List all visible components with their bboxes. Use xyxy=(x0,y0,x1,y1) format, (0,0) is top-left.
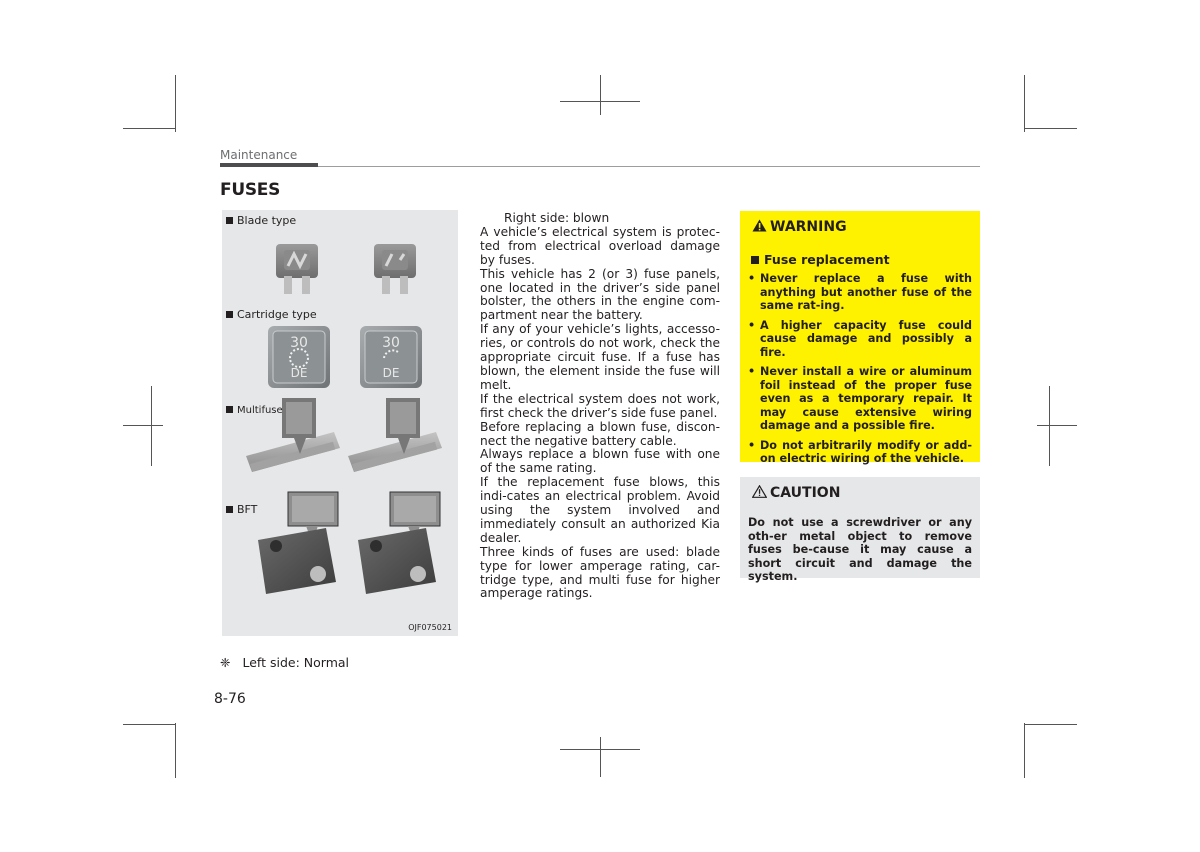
svg-text:30: 30 xyxy=(290,335,308,351)
crop-mark xyxy=(1024,128,1077,129)
registration-mark xyxy=(1049,386,1050,466)
caution-box xyxy=(740,477,980,583)
warning-item: • A higher capacity fuse could cause damage and possibly a fire. xyxy=(748,318,972,359)
bft-fuse-blown xyxy=(358,492,440,594)
svg-text:DE: DE xyxy=(382,366,400,380)
figure-label-blade: Blade type xyxy=(226,214,296,227)
header-divider xyxy=(318,166,980,167)
warning-list xyxy=(748,272,972,472)
registration-mark xyxy=(600,75,601,115)
warning-header: WARNING xyxy=(752,219,847,235)
registration-mark xyxy=(123,425,163,426)
warning-box xyxy=(740,211,980,465)
crop-mark xyxy=(1024,723,1025,778)
svg-text:DE: DE xyxy=(290,366,308,380)
paragraph: If the replacement fuse blows, this indi-cates an electrical problem. Avoid using the system involved and immediately consult an authorized Kia dealer. xyxy=(480,475,720,545)
footnote-symbol-icon: ❈ xyxy=(220,655,231,670)
figure-label-multifuse: Multifuse xyxy=(226,405,283,416)
section-rule xyxy=(220,163,318,167)
warning-subtitle: Fuse replacement xyxy=(751,252,890,267)
figure-label-cartridge: Cartridge type xyxy=(226,308,317,321)
page-title: FUSES xyxy=(220,180,281,200)
crop-mark xyxy=(1024,75,1025,132)
registration-mark xyxy=(560,101,640,102)
blade-fuse-normal xyxy=(276,244,318,294)
square-bullet-icon xyxy=(751,256,759,264)
warning-triangle-icon xyxy=(752,219,767,232)
caution-header: CAUTION xyxy=(752,485,840,501)
bft-fuse-normal xyxy=(258,492,338,594)
crop-mark xyxy=(123,724,176,725)
footnote: ❈ Left side: Normal xyxy=(220,655,349,670)
paragraph: Always replace a blown fuse with one of the same rating. xyxy=(480,447,720,476)
caution-triangle-icon xyxy=(752,485,767,498)
figure-label-bft: BFT xyxy=(226,503,257,516)
registration-mark xyxy=(560,749,640,750)
paragraph: Before replacing a blown fuse, discon-nect the negative battery cable. xyxy=(480,419,720,448)
registration-mark xyxy=(1037,425,1077,426)
svg-text:30: 30 xyxy=(382,335,400,351)
crop-mark xyxy=(175,723,176,778)
paragraph: Right side: blown xyxy=(504,211,610,225)
figure-code: OJF075021 xyxy=(408,623,452,632)
blade-fuse-blown xyxy=(374,244,416,294)
cartridge-fuse-blown xyxy=(360,326,422,388)
section-label: Maintenance xyxy=(220,148,298,162)
registration-mark xyxy=(151,386,152,466)
page-number: 8-76 xyxy=(214,691,246,707)
paragraph: If any of your vehicle’s lights, accesso-ries, or controls do not work, check the appropriate circuit fuse. If a fuse has blown, the element inside the fuse will melt. xyxy=(480,322,720,392)
caution-text: Do not use a screwdriver or any oth-er metal object to remove fuses be-cause it may cause a short circuit and damage the system. xyxy=(748,516,972,583)
cartridge-fuse-normal xyxy=(268,326,330,388)
warning-item: • Do not arbitrarily modify or add-on electric wiring of the vehicle. xyxy=(748,438,972,465)
warning-item: • Never install a wire or aluminum foil instead of the proper fuse even as a temporary repair. It may cause extensive wiring damage and a possible fire. xyxy=(748,365,972,432)
fuse-types-figure xyxy=(222,210,458,636)
paragraph: This vehicle has 2 (or 3) fuse panels, one located in the driver’s side panel bolster, the others in the engine com-partment near the battery. xyxy=(480,266,720,323)
warning-item: • Never replace a fuse with anything but another fuse of the same rat-ing. xyxy=(748,272,972,312)
registration-mark xyxy=(600,737,601,777)
body-text xyxy=(480,212,720,601)
paragraph: Three kinds of fuses are used: blade type for lower amperage rating, car-tridge type, and multi fuse for higher amperage ratings. xyxy=(480,544,720,601)
paragraph: A vehicle’s electrical system is protec-ted from electrical overload damage by fuses. xyxy=(480,224,720,267)
crop-mark xyxy=(123,128,176,129)
crop-mark xyxy=(175,75,176,132)
paragraph: If the electrical system does not work, first check the driver’s side fuse panel. xyxy=(480,391,720,420)
multifuse-blown xyxy=(348,398,442,472)
fuse-illustrations xyxy=(222,210,458,636)
crop-mark xyxy=(1024,724,1077,725)
